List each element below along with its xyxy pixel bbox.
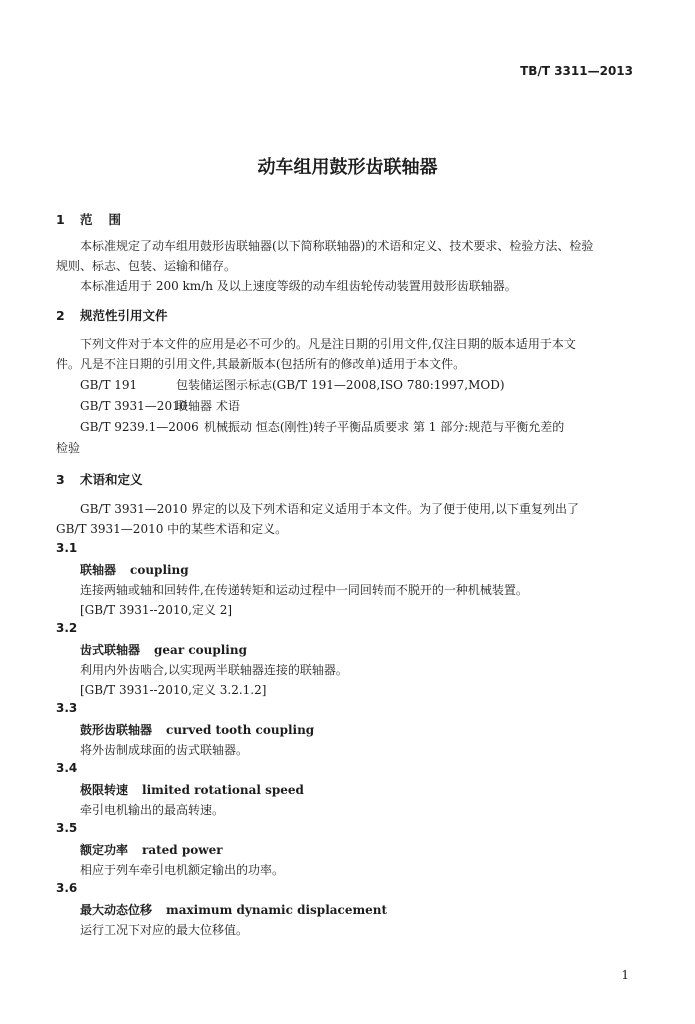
section-3-heading [56,470,143,488]
term-title [80,561,189,578]
section-title: 范围 [80,212,138,227]
term-english: maximum dynamic displacement [166,903,388,917]
term-chinese: 极限转速 [80,783,129,797]
reference-entry [80,418,564,435]
term-number: 3.3 [56,701,78,715]
reference-title: 联轴器 术语 [176,399,240,413]
reference-title: 包装储运图示标志(GB/T 191—2008,ISO 780:1997,MOD) [176,378,505,392]
term-english: curved tooth coupling [166,723,315,737]
reference-entry [80,376,505,393]
term-chinese: 最大动态位移 [80,903,153,917]
paragraph-line: 件。凡是不注日期的引用文件,其最新版本(包括所有的修改单)适用于本文件。 [56,357,466,371]
page-number: 1 [621,968,629,982]
term-definition: 利用内外齿啮合,以实现两半联轴器连接的联轴器。 [80,663,348,677]
section-title: 规范性引用文件 [80,308,168,323]
term-source: [GB/T 3931--2010,定义 3.2.1.2] [80,683,267,697]
section-title: 术语和定义 [80,472,143,487]
paragraph-line: GB/T 3931—2010 界定的以及下列术语和定义适用于本文件。为了便于使用,以下重复列出了 [80,502,579,516]
reference-title: 机械振动 恒态(刚性)转子平衡品质要求 第 1 部分:规范与平衡允差的 [204,420,565,434]
term-definition: 将外齿制成球面的齿式联轴器。 [80,743,249,757]
section-2-heading [56,306,168,324]
section-number: 1 [56,212,65,227]
term-number: 3.1 [56,541,78,555]
term-number: 3.4 [56,761,78,775]
term-definition: 连接两轴或轴和回转件,在传递转矩和运动过程中一同回转而不脱开的一种机械装置。 [80,583,528,597]
document-title: 动车组用鼓形齿联轴器 [257,157,438,178]
section-1-heading [56,210,137,228]
term-number: 3.5 [56,821,78,835]
paragraph-line: 本标准规定了动车组用鼓形齿联轴器(以下简称联轴器)的术语和定义、技术要求、检验方法、检验 [80,239,594,253]
paragraph-line: 本标准适用于 200 km/h 及以上速度等级的动车组齿轮传动装置用鼓形齿联轴器。 [80,279,517,293]
term-english: rated power [142,843,223,857]
reference-code: GB/T 9239.1—2006 [80,420,199,434]
term-title [80,721,314,738]
term-definition: 相应于列车牵引电机额定输出的功率。 [80,863,285,877]
term-title [80,641,247,658]
paragraph-line: 规则、标志、包装、运输和储存。 [56,259,237,273]
term-chinese: 联轴器 [80,563,117,577]
reference-continuation: 检验 [56,441,81,455]
term-title [80,841,223,858]
term-english: limited rotational speed [142,783,304,797]
term-chinese: 齿式联轴器 [80,643,141,657]
paragraph-line: 下列文件对于本文件的应用是必不可少的。凡是注日期的引用文件,仅注日期的版本适用于本文 [80,337,576,351]
term-definition: 牵引电机输出的最高转速。 [80,803,225,817]
term-english: coupling [130,563,189,577]
paragraph-line: GB/T 3931—2010 中的某些术语和定义。 [56,522,288,536]
term-title [80,781,304,798]
term-title [80,901,387,918]
standard-code: TB/T 3311—2013 [520,64,633,78]
term-chinese: 额定功率 [80,843,129,857]
section-number: 2 [56,308,65,323]
term-english: gear coupling [154,643,247,657]
term-chinese: 鼓形齿联轴器 [80,723,153,737]
term-definition: 运行工况下对应的最大位移值。 [80,923,249,937]
section-number: 3 [56,472,65,487]
reference-entry [80,397,240,414]
reference-code: GB/T 3931—2010 [80,399,188,413]
term-source: [GB/T 3931--2010,定义 2] [80,603,233,617]
reference-code: GB/T 191 [80,378,138,392]
term-number: 3.6 [56,881,78,895]
term-number: 3.2 [56,621,78,635]
